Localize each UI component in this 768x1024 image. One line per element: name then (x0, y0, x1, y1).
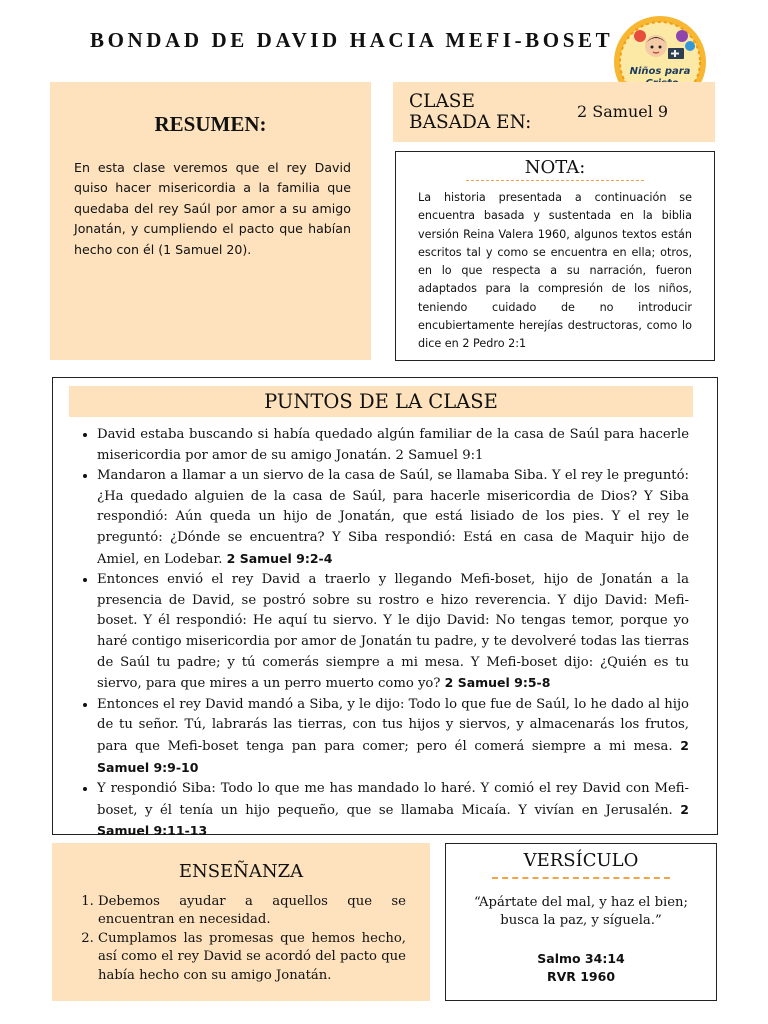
list-item-text: David estaba buscando si había quedado algún familiar de la casa de Saúl para hacerle misericordia por amor de su amigo Jonatán. 2 Samuel 9:1 (97, 427, 689, 463)
list-item (97, 466, 689, 570)
ensenanza-list (76, 893, 406, 985)
list-item-text: Mandaron a llamar a un siervo de la casa de Saúl, se llamaba Siba. Y el rey le preguntó: ¿Ha quedado alguien de la casa de Saúl, para hacerle misericordia de Dios? Y Siba respondió: Aún queda un hijo de Jonatán, que está lisiado de los pies. Y el rey le preguntó: ¿Dónde se encuentra? Y Siba respondió: Está en casa de Maquir hijo de Amiel, en Lodebar. (97, 468, 689, 567)
clase-label-line1: CLASE (409, 91, 475, 112)
resumen-text: En esta clase veremos que el rey David quiso hacer misericordia a la familia que quedaba del rey Saúl por amor a su amigo Jonatán, y cumpliendo el pacto que habían hecho con él (1 Samuel 20). (74, 160, 351, 257)
puntos-list (79, 425, 689, 843)
versiculo-ref-line2: RVR 1960 (546, 969, 616, 985)
list-item-reference: 2 Samuel 9:11-13 (97, 801, 689, 839)
nota-heading: NOTA: (524, 157, 586, 178)
versiculo-reference (456, 950, 706, 987)
list-item: 1. Debemos ayudar a aquellos que se encuentran en necesidad. (98, 893, 406, 930)
nota-box (395, 151, 715, 361)
nota-divider (466, 180, 644, 181)
puntos-box (52, 377, 718, 839)
puntos-heading: PUNTOS DE LA CLASE (264, 390, 498, 413)
versiculo-divider (492, 877, 670, 879)
list-item (97, 570, 689, 695)
clase-label-line2: BASADA EN: (409, 112, 532, 133)
page-title: BONDAD DE DAVID HACIA MEFI-BOSET (90, 28, 614, 52)
versiculo-box (445, 843, 717, 1001)
list-item-reference: 2 Samuel 9:5-8 (444, 675, 551, 691)
list-item (97, 425, 689, 466)
list-item (97, 695, 689, 779)
resumen-heading: RESUMEN: (154, 112, 267, 136)
versiculo-ref-line1: Salmo 34:14 (537, 951, 625, 966)
list-item-reference: 2 Samuel 9:2-4 (226, 550, 333, 566)
versiculo-text: “Apártate del mal, y haz el bien; busca la paz, y síguela.” (473, 895, 688, 929)
versiculo-heading: VERSÍCULO (523, 850, 639, 871)
clase-label (409, 91, 531, 133)
puntos-heading-band (69, 386, 693, 417)
clase-reference: 2 Samuel 9 (577, 102, 669, 121)
list-item-text: Entonces envió el rey David a traerlo y llegando Mefi-boset, hijo de Jonatán a la presencia de David, se postró sobre su rostro e hizo reverencia. Y dijo David: Mefi-boset. Y él respondió: He aquí tu siervo. Y le dijo David: No tengas temor, porque yo haré contigo misericordia por amor de Jonatán tu padre, y te devolveré todas las tierras de Saúl tu padre; y tú comerás siempre a mi mesa. Y Mefi-boset dijo: ¿Quién es tu siervo, para que mires a un perro muerto como yo? (97, 572, 689, 692)
list-item (97, 779, 689, 843)
logo-text-line1: Niños para (629, 66, 691, 77)
ensenanza-box (52, 843, 430, 1001)
nota-text: La historia presentada a continuación se encuentra basada y sustentada en la biblia versión Reina Valera 1960, algunos textos están escritos tal y como se encuentra en ella; otros, en lo que respecta a su narración, fueron adaptados para la compresión de los niños, teniendo cuidado de no introducir encubiertamente herejías destructoras, como lo dice en 2 Pedro 2:1 (418, 191, 692, 351)
resumen-box (50, 82, 371, 360)
list-item-text: Y respondió Siba: Todo lo que me has mandado lo haré. Y comió el rey David con Mefi-boset, y él tenía un hijo pequeño, que se llamaba Micaía. Y vivían en Jerusalén. (97, 781, 689, 818)
list-item-text: Entonces el rey David mandó a Siba, y le dijo: Todo lo que fue de Saúl, lo he dado al hijo de tu señor. Tú, labrarás las tierras, con tus hijos y siervos, y almacenarás los frutos, para que Mefi-boset tenga pan para comer; pero él comerá siempre a mi mesa. (97, 696, 689, 754)
ensenanza-heading: ENSEÑANZA (178, 861, 304, 882)
list-item: 2. Cumplamos las promesas que hemos hecho, así como el rey David se acordó del pacto que había hecho con su amigo Jonatán. (98, 930, 406, 985)
list-item-reference: 2 Samuel 9:9-10 (97, 737, 689, 775)
clase-box (393, 82, 715, 142)
